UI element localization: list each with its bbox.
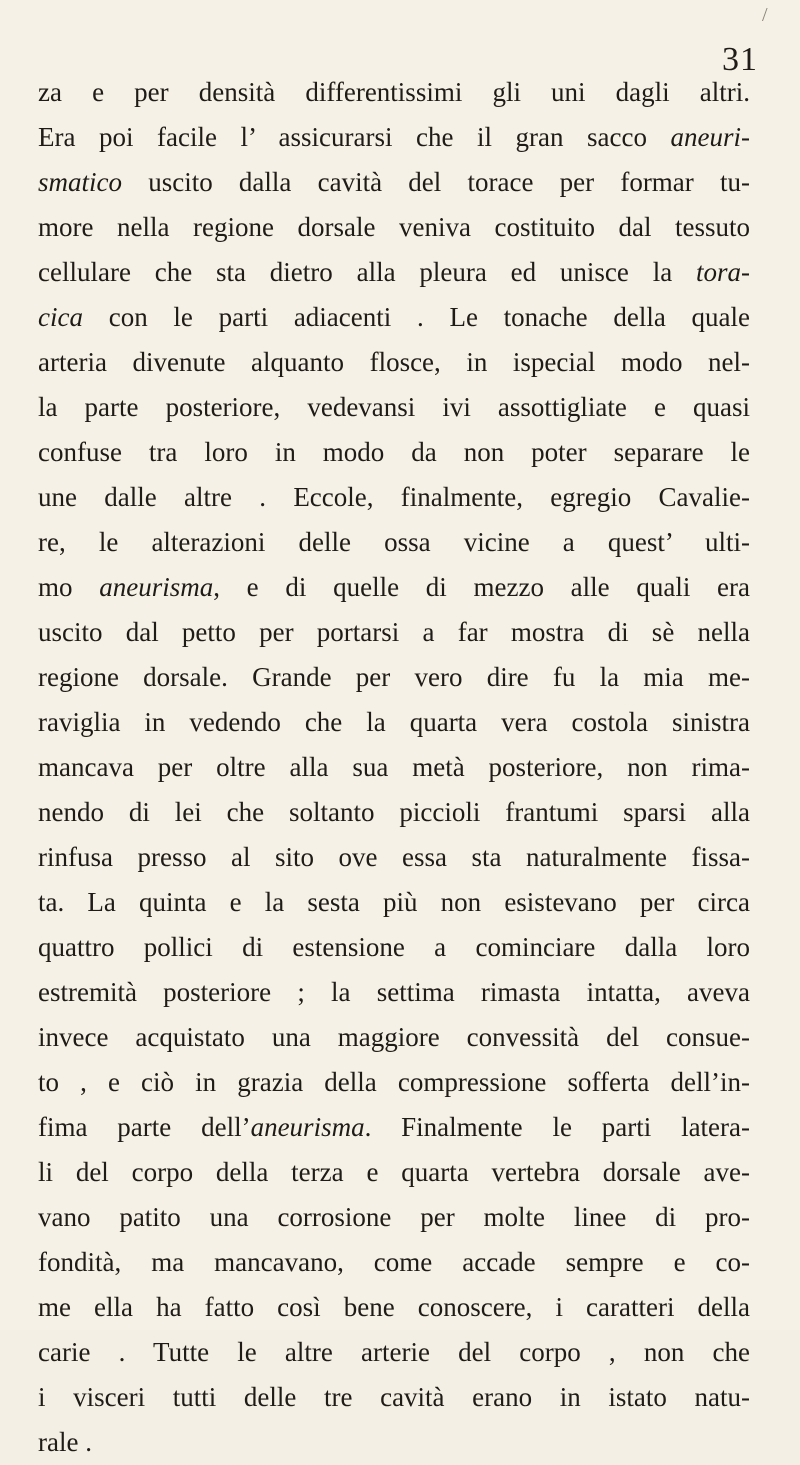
text-run: uscito dal petto per portarsi a far mostra di sè nella	[38, 617, 750, 647]
text-run: me ella ha fatto così bene conoscere, i caratteri della	[38, 1292, 750, 1322]
text-line	[38, 925, 750, 970]
text-run: ta. La quinta e la sesta più non esistevano per circa	[38, 887, 750, 917]
italic-term: aneurisma	[250, 1112, 365, 1142]
text-line	[38, 565, 750, 610]
text-line	[38, 1285, 750, 1330]
text-line	[38, 205, 750, 250]
text-run: confuse tra loro in modo da non poter separare le	[38, 437, 750, 467]
text-line	[38, 1375, 750, 1420]
text-run: une dalle altre . Eccole, finalmente, egregio Cavalie-	[38, 482, 750, 512]
text-run: arteria divenute alquanto flosce, in ispecial modo nel-	[38, 347, 750, 377]
text-line	[38, 340, 750, 385]
text-line	[38, 700, 750, 745]
text-line	[38, 1330, 750, 1375]
text-line	[38, 880, 750, 925]
text-run: carie . Tutte le altre arterie del corpo , non che	[38, 1337, 750, 1367]
text-run: cellulare che sta dietro alla pleura ed unisce la	[38, 257, 696, 287]
text-run: za e per densità differentissimi gli uni dagli altri.	[38, 77, 750, 107]
page-number: 31	[722, 41, 758, 78]
text-run: regione dorsale. Grande per vero dire fu la mia me-	[38, 662, 750, 692]
text-line	[38, 610, 750, 655]
text-run: more nella regione dorsale veniva costituito dal tessuto	[38, 212, 750, 242]
text-line	[38, 745, 750, 790]
text-line	[38, 970, 750, 1015]
text-run: estremità posteriore ; la settima rimasta intatta, aveva	[38, 977, 750, 1007]
text-line	[38, 115, 750, 160]
text-line	[38, 1015, 750, 1060]
text-line	[38, 520, 750, 565]
text-run: vano patito una corrosione per molte linee di pro-	[38, 1202, 750, 1232]
text-run: Era poi facile l’ assicurarsi che il gran sacco	[38, 122, 671, 152]
text-line	[38, 1105, 750, 1150]
text-run: rinfusa presso al sito ove essa sta naturalmente fissa-	[38, 842, 750, 872]
text-run: nendo di lei che soltanto piccioli frantumi sparsi alla	[38, 797, 750, 827]
text-run: . Finalmente le parti latera-	[364, 1112, 751, 1142]
text-run: con le parti adiacenti . Le tonache della quale	[82, 302, 750, 332]
text-run: mo	[38, 572, 100, 602]
text-run: quattro pollici di estensione a cominciare dalla loro	[38, 932, 750, 962]
text-run: i visceri tutti delle tre cavità erano in istato natu-	[38, 1382, 750, 1412]
text-line	[38, 1195, 750, 1240]
body-text	[38, 70, 750, 1465]
text-run: invece acquistato una maggiore convessità del consue-	[38, 1022, 750, 1052]
text-run: , e di quelle di mezzo alle quali era	[213, 572, 750, 602]
text-line	[38, 70, 750, 115]
text-line	[38, 160, 750, 205]
text-line	[38, 835, 750, 880]
text-run: mancava per oltre alla sua metà posteriore, non rima-	[38, 752, 750, 782]
text-line	[38, 1420, 750, 1465]
text-run: raviglia in vedendo che la quarta vera costola sinistra	[38, 707, 750, 737]
italic-term: smatico	[38, 167, 122, 197]
text-line	[38, 430, 750, 475]
text-line	[38, 790, 750, 835]
italic-term: aneuri-	[670, 122, 750, 152]
text-line	[38, 250, 750, 295]
text-line	[38, 1240, 750, 1285]
text-run: la parte posteriore, vedevansi ivi assottigliate e quasi	[38, 392, 750, 422]
italic-term: aneurisma	[99, 572, 214, 602]
corner-mark: /	[762, 4, 768, 26]
text-run: li del corpo della terza e quarta vertebra dorsale ave-	[38, 1157, 750, 1187]
text-run: fima parte dell’	[38, 1112, 251, 1142]
text-run: to , e ciò in grazia della compressione sofferta dell’in-	[38, 1067, 750, 1097]
italic-term: cica	[38, 302, 83, 332]
text-line	[38, 295, 750, 340]
text-run: rale .	[38, 1427, 92, 1457]
text-run: re, le alterazioni delle ossa vicine a quest’ ulti-	[38, 527, 750, 557]
text-line	[38, 1150, 750, 1195]
italic-term: tora-	[696, 257, 750, 287]
text-line	[38, 475, 750, 520]
text-line	[38, 1060, 750, 1105]
text-run: uscito dalla cavità del torace per formar tu-	[122, 167, 750, 197]
text-line	[38, 655, 750, 700]
text-line	[38, 385, 750, 430]
text-run: fondità, ma mancavano, come accade sempre e co-	[38, 1247, 750, 1277]
